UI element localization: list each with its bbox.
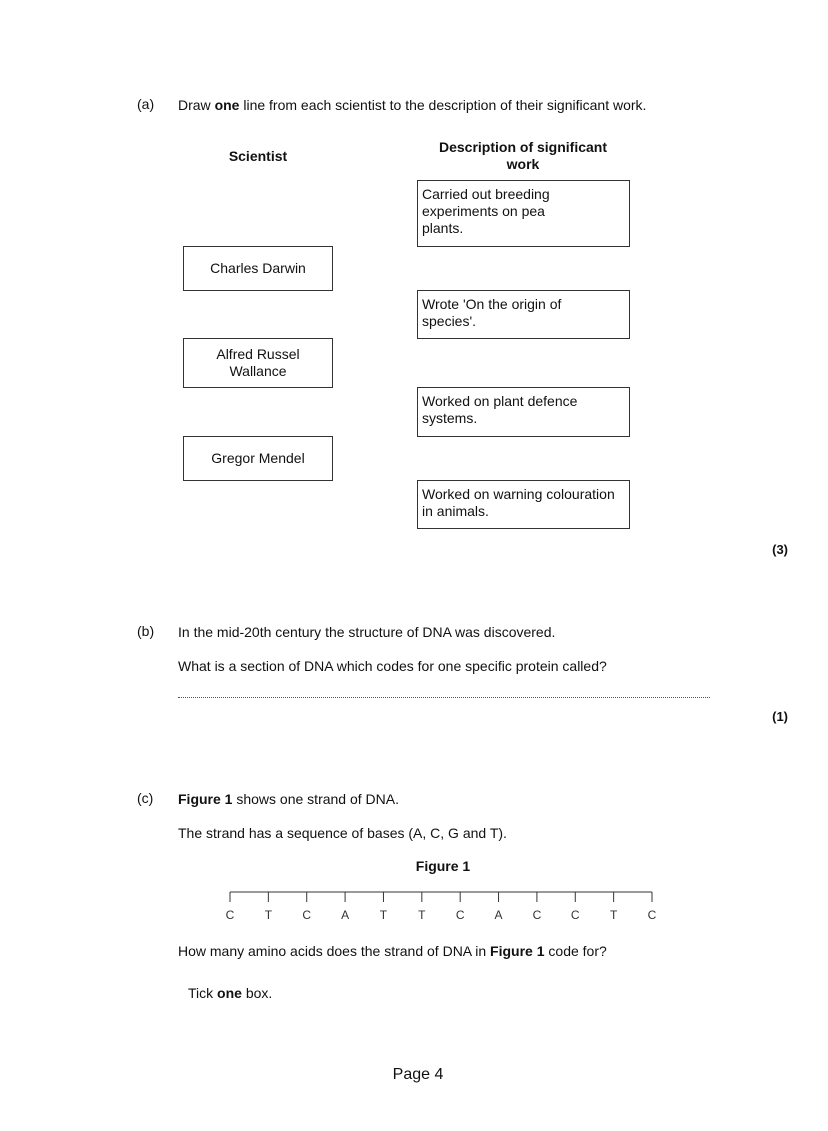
part-a-instruction: Draw one line from each scientist to the description of their significant work. [178, 97, 647, 113]
description-column-heading: Description of significant work [438, 139, 607, 172]
part-b-marks: (1) [772, 709, 788, 724]
base-label: T [609, 908, 618, 922]
scientist-box-wallace[interactable]: Alfred Russel Wallance [183, 338, 333, 388]
part-a-label: (a) [137, 96, 155, 112]
base-label: T [418, 908, 426, 922]
base-label: C [532, 908, 542, 922]
base-label: A [494, 908, 503, 922]
tick-instruction: Tick one box. [188, 985, 273, 1001]
description-box-pea-plants[interactable]: Carried out breeding experiments on pea plants. [417, 180, 630, 247]
scientist-column-heading: Scientist [228, 148, 288, 164]
part-a-marks: (3) [772, 542, 788, 557]
part-c-label: (c) [137, 790, 154, 806]
base-label: C [302, 908, 312, 922]
part-b-question: What is a section of DNA which codes for one specific protein called? [178, 658, 607, 674]
answer-line[interactable] [178, 697, 710, 698]
scientist-box-mendel[interactable]: Gregor Mendel [183, 436, 333, 481]
base-label: T [264, 908, 273, 922]
scientist-box-darwin[interactable]: Charles Darwin [183, 246, 333, 291]
base-label: A [341, 908, 350, 922]
base-label: C [647, 908, 657, 922]
part-c-question: How many amino acids does the strand of DNA in Figure 1 code for? [178, 943, 607, 959]
dna-strand-figure [200, 884, 680, 932]
part-c-bases-info: The strand has a sequence of bases (A, C, G and T). [178, 825, 507, 841]
part-c-intro: Figure 1 shows one strand of DNA. [178, 791, 399, 807]
page-number: Page 4 [392, 1066, 444, 1083]
base-label: T [379, 908, 388, 922]
description-box-origin-of-species[interactable]: Wrote 'On the origin of species'. [417, 290, 630, 339]
part-b-label: (b) [137, 623, 155, 639]
base-label: C [225, 908, 235, 922]
part-b-context: In the mid-20th century the structure of DNA was discovered. [178, 624, 556, 640]
description-box-plant-defence[interactable]: Worked on plant defence systems. [417, 387, 630, 437]
description-box-warning-colouration[interactable]: Worked on warning colouration in animals. [417, 480, 630, 529]
figure-1-title: Figure 1 [415, 858, 471, 874]
base-label: C [570, 908, 580, 922]
base-label: C [455, 908, 465, 922]
